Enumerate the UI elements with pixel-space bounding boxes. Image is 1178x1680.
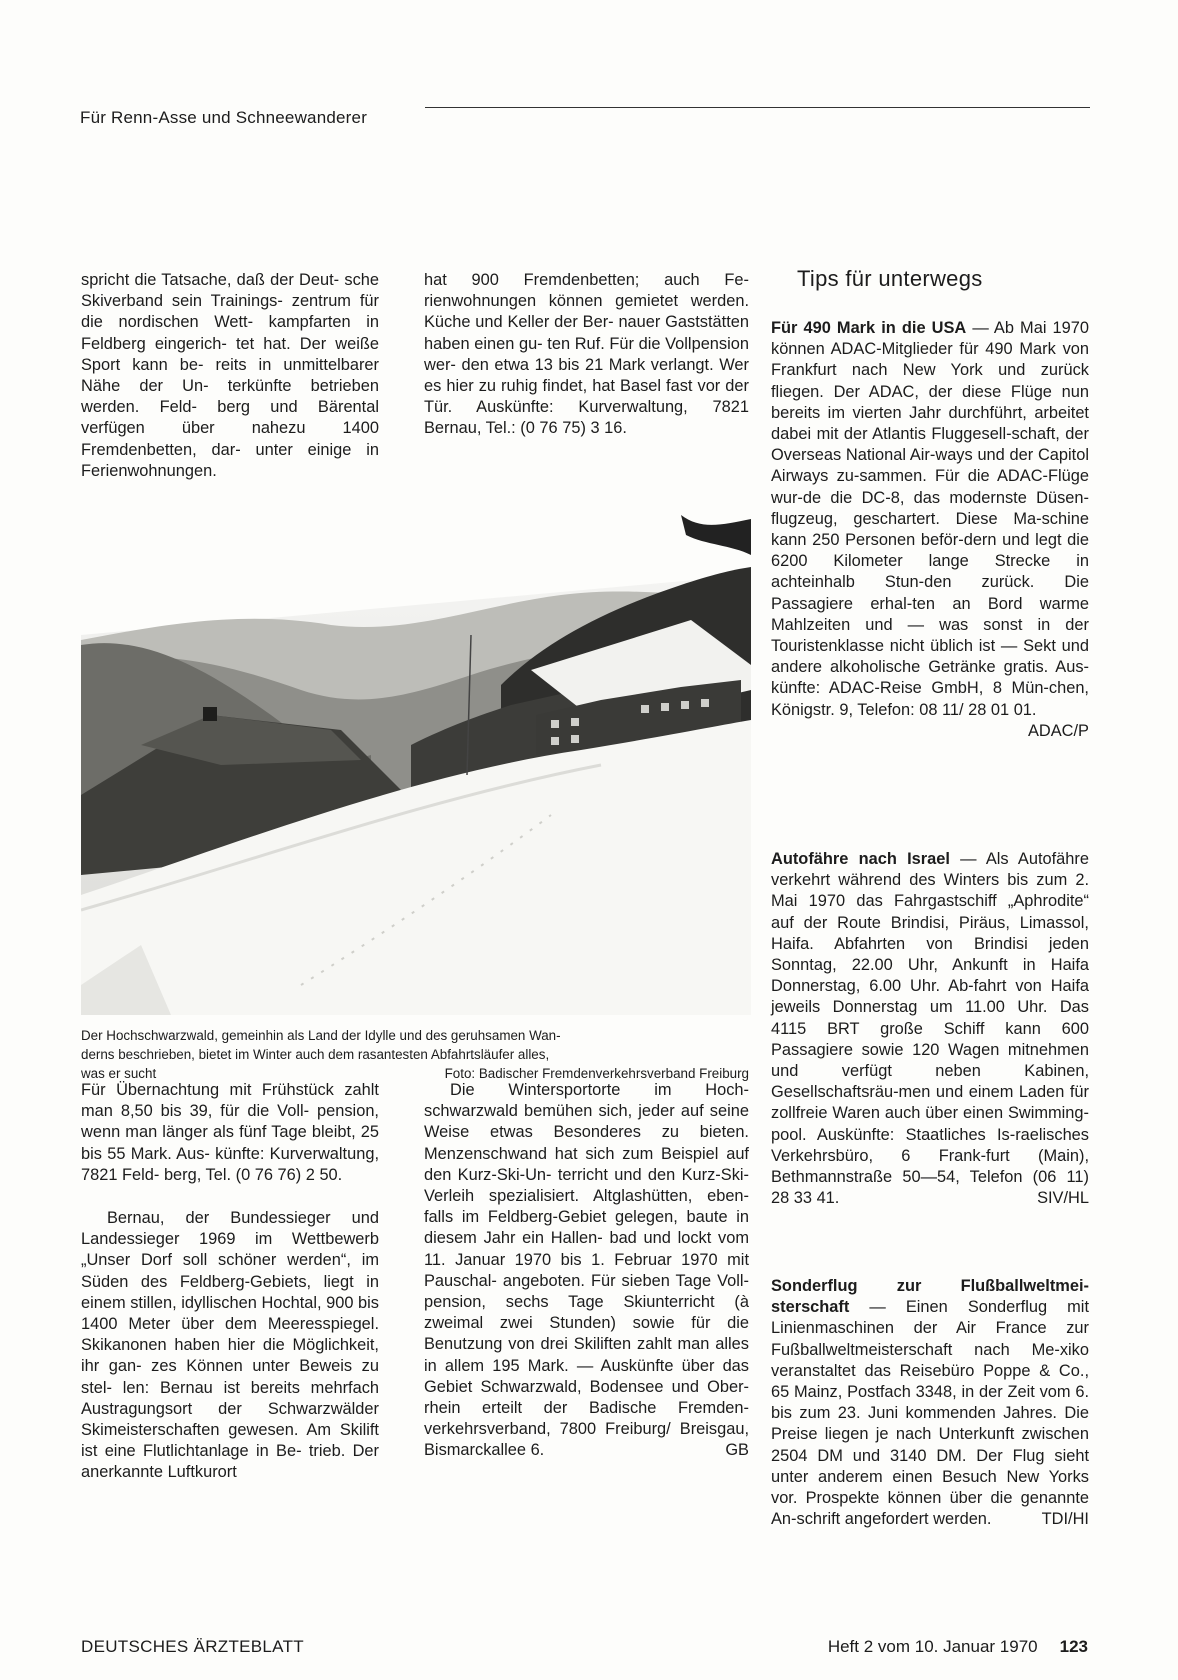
sidebar-heading: Tips für unterwegs bbox=[797, 266, 983, 291]
winter-landscape-photo bbox=[81, 515, 751, 1015]
photo-caption: Der Hochschwarzwald, gemeinhin als Land der Idylle und des geruhsamen Wan- derns beschrieben, bietet im Winter auch dem rasantesten Abfahrtsläufer alles, was er sucht Foto: Badischer Fremdenverkehrsverband Freiburg bbox=[81, 1028, 749, 1081]
caption-text: was er sucht bbox=[81, 1066, 157, 1081]
paragraph: Für Übernachtung mit Frühstück zahlt man 8,50 bis 39, für die Voll- pension, wenn man länger als fünf Tage bleibt, 25 bis 55 Mark. Aus- künfte: Kurverwaltung, 7821 Feld- berg, Tel. (0 76 76) 2 50. bbox=[81, 1081, 379, 1184]
tip-usa-flights: Für 490 Mark in die USA — Ab Mai 1970 können ADAC-Mitglieder für 490 Mark von Frankfurt nach New York und zurück fliegen. Der ADAC, der diese Flüge nun bereits im vierten Jahr durchführt, arbeitet dabei mit der Atlantis Fluggesell-schaft, der Overseas National Air-ways und der Capitol Airways zu-sammen. Für die ADAC-Flüge wur-de die DC-8, das modernste Düsen-flugzeug, geschartert. Diese Ma-schine kann 250 Personen beför-dern und legt die 6200 Kilometer lange Strecke in achteinhalb Stun-den zurück. Die Passagiere erhal-ten an Bord warme Mahlzeiten und — was sonst in der Touristenklasse nicht üblich ist — Sekt und andere alkoholische Getränke gratis. Aus-künfte: ADAC-Reise GmbH, 8 Mün-chen, Königstr. 9, Telefon: 08 11/ 28 01 01. ADAC/P bbox=[771, 318, 1089, 742]
article-column-2-top bbox=[424, 270, 749, 440]
article-column-1-top bbox=[81, 270, 379, 482]
tip-headline: Für 490 Mark in die USA bbox=[771, 319, 967, 337]
header-rule bbox=[425, 107, 1090, 108]
photo-credit: Foto: Badischer Fremdenverkehrsverband Freiburg bbox=[444, 1066, 749, 1081]
paragraph: Bernau, der Bundessieger und Landessieger 1969 im Wettbewerb „Unser Dorf soll schöner werden“, im Süden des Feldberg-Gebiets, liegt in einem stillen, idyllischen Hochtal, 900 bis 1400 Meter über dem Meeresspiegel. Skikanonen haben hier die Möglichkeit, ihr gan- zes Können unter Beweis zu stel- len: Bernau ist bereits mehrfach Austragungsort der Schwarzwälder Skimeisterschaften gewesen. Am Skilift ist eine Flutlichtanlage in Be- trieb. Der anerkannte Luftkurort bbox=[81, 1209, 380, 1482]
issue-info bbox=[828, 1637, 1088, 1657]
paragraph: spricht die Tatsache, daß der Deut- sche Skiverband sein Trainings- zentrum für die nordischen Wett- kampfarten in Feldberg eingerich- tet hat. Der weiße Sport kann be- reits in unmittelbarer Nähe der Un- terkünfte betrieben werden. Feld- berg und Bärental verfügen über nahezu 1400 Fremdenbetten, dar- unter einige in Ferienwohnungen. bbox=[81, 271, 380, 480]
photo-illustration bbox=[81, 515, 751, 1015]
tip-headline: Sonderflug zur Flußballweltmei-sterschaft bbox=[771, 1277, 1089, 1317]
page-number: 123 bbox=[1059, 1637, 1088, 1656]
paragraph: Die Wintersportorte im Hoch- schwarzwald bemühen sich, jeder auf seine Weise etwas Besonderes zu bieten. Menzenschwand hat sich zum Beispiel auf den Kurz-Ski-Un- terricht und den Kurz-Ski-Verleih spezialisiert. Altglashütten, eben- falls im Feldberg-Gebiet gelegen, baute in diesem Jahr ein Hallen- bad und lockt vom 11. Januar 1970 bis 1. Februar 1970 mit Pauschal- angeboten. Für sieben Tage Voll- pension, sechs Tage Skiunterricht (à zweimal zwei Stunden) sowie für die Benutzung von drei Skiliften zahlt man alles in allem 195 Mark. — Auskünfte über das Gebiet Schwarzwald, Bodensee und Ober- rhein erteilt der Badische Fremden- verkehrsverband, 7800 Freiburg/ Breisgau, Bismarckallee 6. GB bbox=[424, 1080, 749, 1462]
author-signature: SIV/HL bbox=[1037, 1189, 1089, 1208]
author-signature: TDI/HI bbox=[1041, 1510, 1089, 1529]
issue-date: Heft 2 vom 10. Januar 1970 bbox=[827, 1637, 1038, 1656]
journal-name: DEUTSCHES ÄRZTEBLATT bbox=[81, 1637, 304, 1656]
paragraph: hat 900 Fremdenbetten; auch Fe- rienwohnungen können gemietet werden. Küche und Keller der Ber- nauer Gaststätten haben einen gu- ten Ruf. Für die Vollpension wer- den etwa 13 bis 21 Mark verlangt. Wer es hier zu ruhig findet, hat Basel fast vor der Tür. Auskünfte: Kurverwaltung, 7821 Bernau, Tel.: (0 76 75) 3 16. bbox=[424, 271, 749, 438]
article-column-1-bottom bbox=[81, 1080, 379, 1484]
tip-israel-ferry: Autofähre nach Israel — Als Autofähre verkehrt während des Winters bis zum 2. Mai 1970 das Fahrgastschiff „Aphrodite“ auf der Route Brindisi, Piräus, Limassol, Haifa. Abfahrten von Brindisi jeden Sonntag, 22.00 Uhr, Ankunft in Haifa Donnerstag, 6.00 Uhr. Ab-fahrt von Haifa jeweils Donnerstag um 11.00 Uhr. Das 4115 BRT große Schiff kann 600 Passagiere sowie 120 Wagen mitnehmen und verfügt neben Kabinen, Gesellschaftsräu-men und einem Laden für zollfreie Waren auch über einen Swimming-pool. Auskünfte: Staatliches Is-raelisches Verkehrsbüro, 6 Frank-furt (Main), Bethmannstraße 50—54, Telefon (06 11) 28 33 41. SIV/HL bbox=[771, 849, 1089, 1209]
tip-world-cup-flight: Sonderflug zur Flußballweltmei-sterschaft — Einen Sonderflug mit Linienmaschinen der Air France zur Fußballweltmeisterschaft nach Me-xiko veranstaltet das Reisebüro Poppe & Co., 65 Mainz, Postfach 3348, in der Zeit vom 6. bis zum 23. Juni kommenden Jahres. Die Preise liegen je nach Unterkunft zwischen 2504 DM und 3140 DM. Der Flug sieht unter anderem einen Besuch New Yorks vor. Prospekte können über die genannte An-schrift angefordert werden. TDI/HI bbox=[771, 1276, 1089, 1530]
tip-headline: Autofähre nach Israel bbox=[771, 850, 950, 868]
section-title: Für Renn-Asse und Schneewanderer bbox=[80, 108, 368, 127]
running-header bbox=[80, 100, 1090, 130]
author-signature: ADAC/P bbox=[1027, 721, 1089, 740]
article-column-2-bottom bbox=[424, 1080, 749, 1462]
author-signature: GB bbox=[725, 1441, 749, 1460]
